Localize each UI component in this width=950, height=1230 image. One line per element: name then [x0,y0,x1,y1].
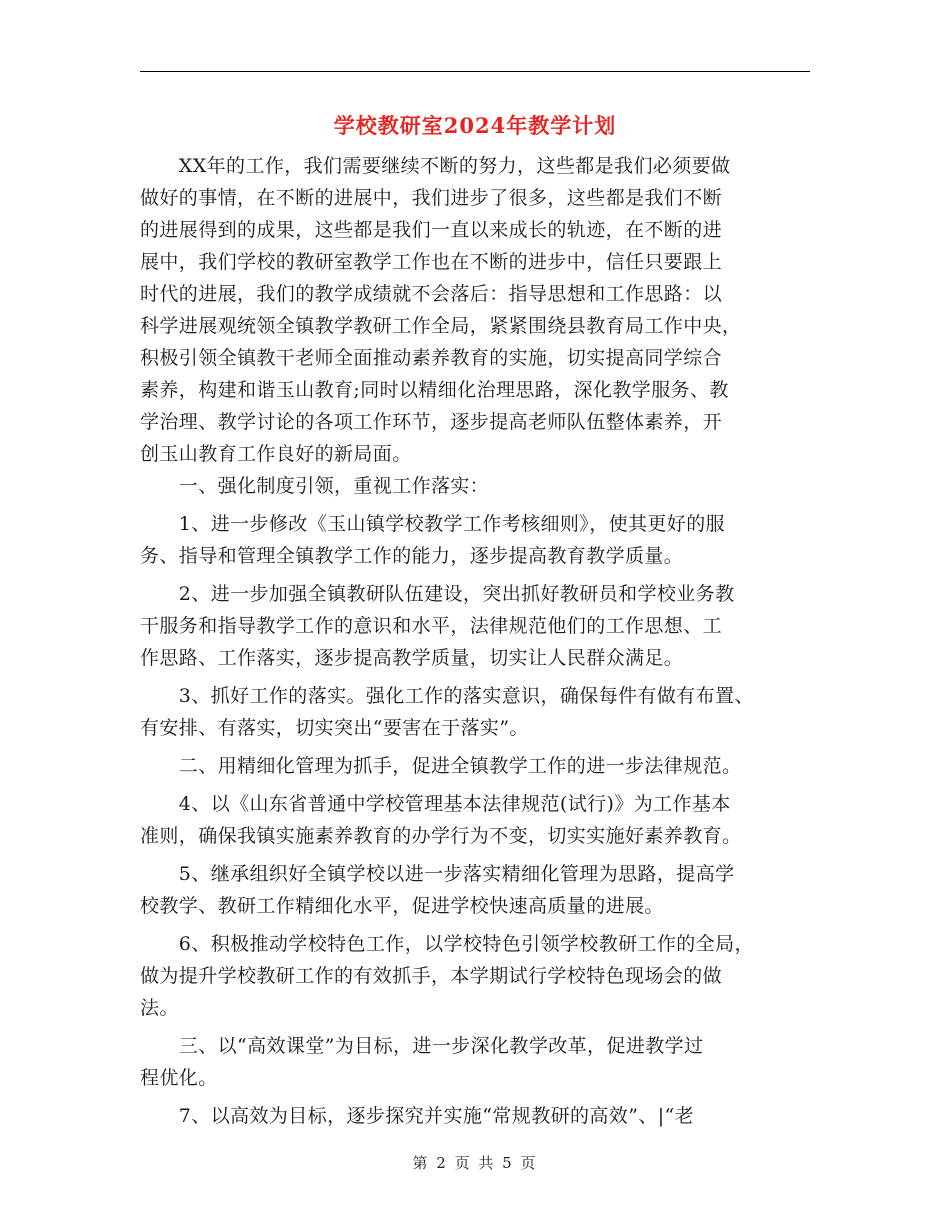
section-heading: 二、用精细化管理为抓手，促进全镇教学工作的进一步法律规范。 [140,755,742,777]
body-line: 有安排、有落实，切实突出“要害在于落实”。 [140,717,529,739]
body-line: 3、抓好工作的落实。强化工作的落实意识，确保每件有做有布置、 [140,685,754,707]
body-line: 学治理、教学讨论的各项工作环节，逐步提高老师队伍整体素养，开 [140,411,723,433]
body-line: 时代的进展，我们的教学成绩就不会落后：指导思想和工作思路：以 [140,283,723,305]
body-line: 务、指导和管理全镇教学工作的能力，逐步提高教育教学质量。 [140,545,684,567]
section-heading: 一、强化制度引领，重视工作落实： [140,475,490,497]
body-line: 素养，构建和谐玉山教育;同时以精细化治理思路，深化教学服务、教 [140,379,729,401]
header-rule [140,71,810,72]
body-line: 准则，确保我镇实施素养教育的办学行为不变，切实实施好素养教育。 [140,825,742,847]
body-line: 4、以《山东省普通中学校管理基本法律规范(试行)》为工作基本 [140,793,731,815]
body-line: 7、以高效为目标，逐步探究并实施“常规教研的高效”、|“老 [140,1105,695,1127]
body-line: 5、继承组织好全镇学校以进一步落实精细化管理为思路，提高学 [140,863,735,885]
body-line: 校教学、教研工作精细化水平，促进学校快速高质量的进展。 [140,895,664,917]
body-line: 展中，我们学校的教研室教学工作也在不断的进步中，信任只要跟上 [140,251,723,273]
section-heading: 三、以“高效课堂”为目标，进一步深化教学改革，促进教学过 [140,1035,704,1057]
body-line: 做为提升学校教研工作的有效抓手，本学期试行学校特色现场会的做 [140,965,723,987]
body-line: 科学进展观统领全镇教学教研工作全局，紧紧围绕县教育局工作中央， [140,315,742,337]
body-line: 积极引领全镇教干老师全面推动素养教育的实施，切实提高同学综合 [140,347,723,369]
body-line: 做好的事情，在不断的进展中，我们进步了很多，这些都是我们不断 [140,187,723,209]
document-title: 学校教研室2024年教学计划 [333,113,617,138]
body-line: 法。 [140,997,179,1019]
body-line: 1、进一步修改《玉山镇学校教学工作考核细则》，使其更好的服 [140,513,725,535]
body-line: XX年的工作，我们需要继续不断的努力，这些都是我们必须要做 [140,155,731,177]
body-line: 2、进一步加强全镇教研队伍建设，突出抓好教研员和学校业务教 [140,583,735,605]
body-line: 6、积极推动学校特色工作，以学校特色引领学校教研工作的全局， [140,933,754,955]
body-line: 程优化。 [140,1067,218,1089]
body-line: 创玉山教育工作良好的新局面。 [140,443,412,465]
body-line: 作思路、工作落实，逐步提高教学质量，切实让人民群众满足。 [140,647,684,669]
page-number-footer: 第 2 页 共 5 页 [412,1154,538,1172]
document-body [140,150,812,1132]
body-line: 的进展得到的成果，这些都是我们一直以来成长的轨迹，在不断的进 [140,219,723,241]
body-line: 干服务和指导教学工作的意识和水平，法律规范他们的工作思想、工 [140,615,723,637]
